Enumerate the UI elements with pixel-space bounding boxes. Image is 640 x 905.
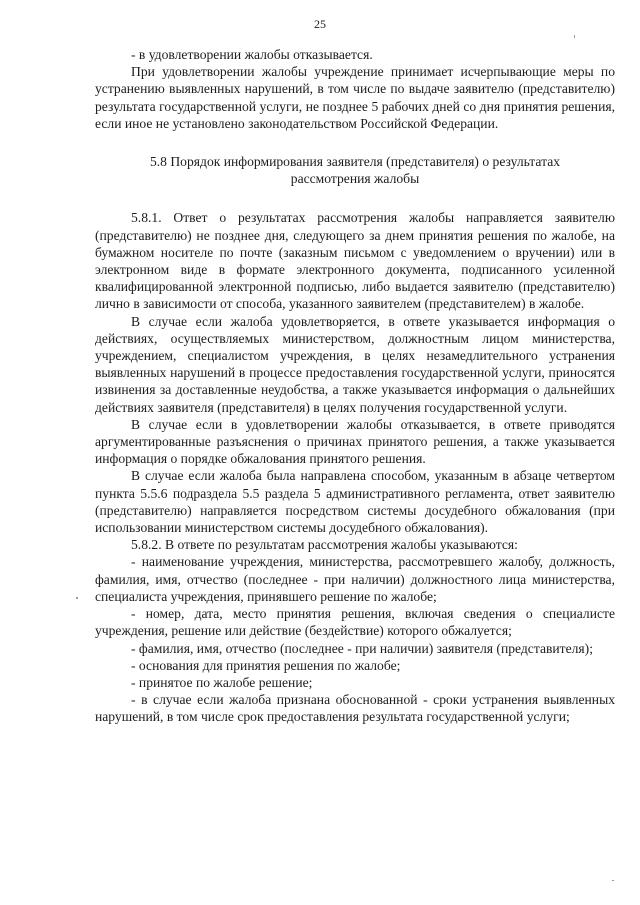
paragraph-satisfaction-measures: При удовлетворении жалобы учреждение принимает исчерпывающие меры по устранению выявленных нарушений, в том числе по выдаче заявителю (представителю) результата государственной услуги, не позднее 5 рабочих дней со дня принятия решения, если иное не установлено законодательством Российской Федерации. [95, 64, 615, 131]
scan-speck [612, 880, 614, 881]
scan-speck [574, 35, 575, 38]
paragraph-complaint-refused: В случае если в удовлетворении жалобы отказывается, в ответе приводятся аргументированные разъяснения о причинах принятого решения, а также указывается информация о порядке обжалования принятого решения. [95, 416, 615, 467]
list-item-remediation-terms: - в случае если жалоба признана обоснованной - сроки устранения выявленных нарушений, в том числе срок предоставления результата государственной услуги; [95, 692, 615, 725]
paragraph-5-8-2: 5.8.2. В ответе по результатам рассмотрения жалобы указываются: [131, 537, 518, 553]
paragraph-refusal: - в удовлетворении жалобы отказывается. [131, 47, 373, 62]
paragraph-pre-trial-system: В случае если жалоба была направлена способом, указанным в абзаце четвертом пункта 5.5.6 подраздела 5.5 раздела 5 административного регламента, ответ заявителю (представителю) направляется посредством системы досудебного обжалования (при использовании министерством системы досудебного обжалования). [95, 468, 615, 536]
paragraph-complaint-satisfied: В случае если жалоба удовлетворяется, в ответе указывается информация о действиях, осуществляемых министерством, должностным лицом министерства, учреждением, специалистом учреждения, в целях незамедлительного устранения выявленных нарушений в процессе предоставления государственной услуги, приносятся извинения за доставленные неудобства, а также указывается информация о дальнейших действиях заявителя (представителя) в целях получения государственной услуги. [95, 313, 615, 415]
section-heading-line-1: 5.8 Порядок информирования заявителя (представителя) о результатах [149, 154, 561, 170]
list-item-decision-grounds: - основания для принятия решения по жалобе; [131, 657, 401, 673]
document-body [95, 46, 615, 726]
paragraph-5-8-1: 5.8.1. Ответ о результатах рассмотрения жалобы направляется заявителю (представителю) не позднее дня, следующего за днем принятия решения по жалобе, на бумажном носителе по почте (заказным письмом с уведомлением о вручении) или в электронном виде в формате электронного документа, подписанного усиленной квалифицированной электронной подписью, либо выдается заявителю (представителю) лично в зависимости от способа, указанного заявителем (представителем) в жалобе. [95, 210, 615, 312]
list-item-applicant-name: - фамилия, имя, отчество (последнее - при наличии) заявителя (представителя); [131, 640, 593, 656]
list-item-decision-details: - номер, дата, место принятия решения, включая сведения о специалисте учреждения, решение или действие (бездействие) которого обжалуется; [95, 606, 615, 639]
page-number: 25 [314, 17, 326, 31]
scan-speck [76, 597, 78, 599]
section-heading-line-2: рассмотрения жалобы [290, 171, 420, 187]
list-item-decision-taken: - принятое по жалобе решение; [131, 674, 313, 690]
list-item-institution-name: - наименование учреждения, министерства, рассмотревшего жалобу, должность, фамилия, имя, отчество (последнее - при наличии) должностного лица министерства, специалиста учреждения, принявшего решение по жалобе; [95, 554, 615, 604]
section-heading [115, 153, 595, 187]
